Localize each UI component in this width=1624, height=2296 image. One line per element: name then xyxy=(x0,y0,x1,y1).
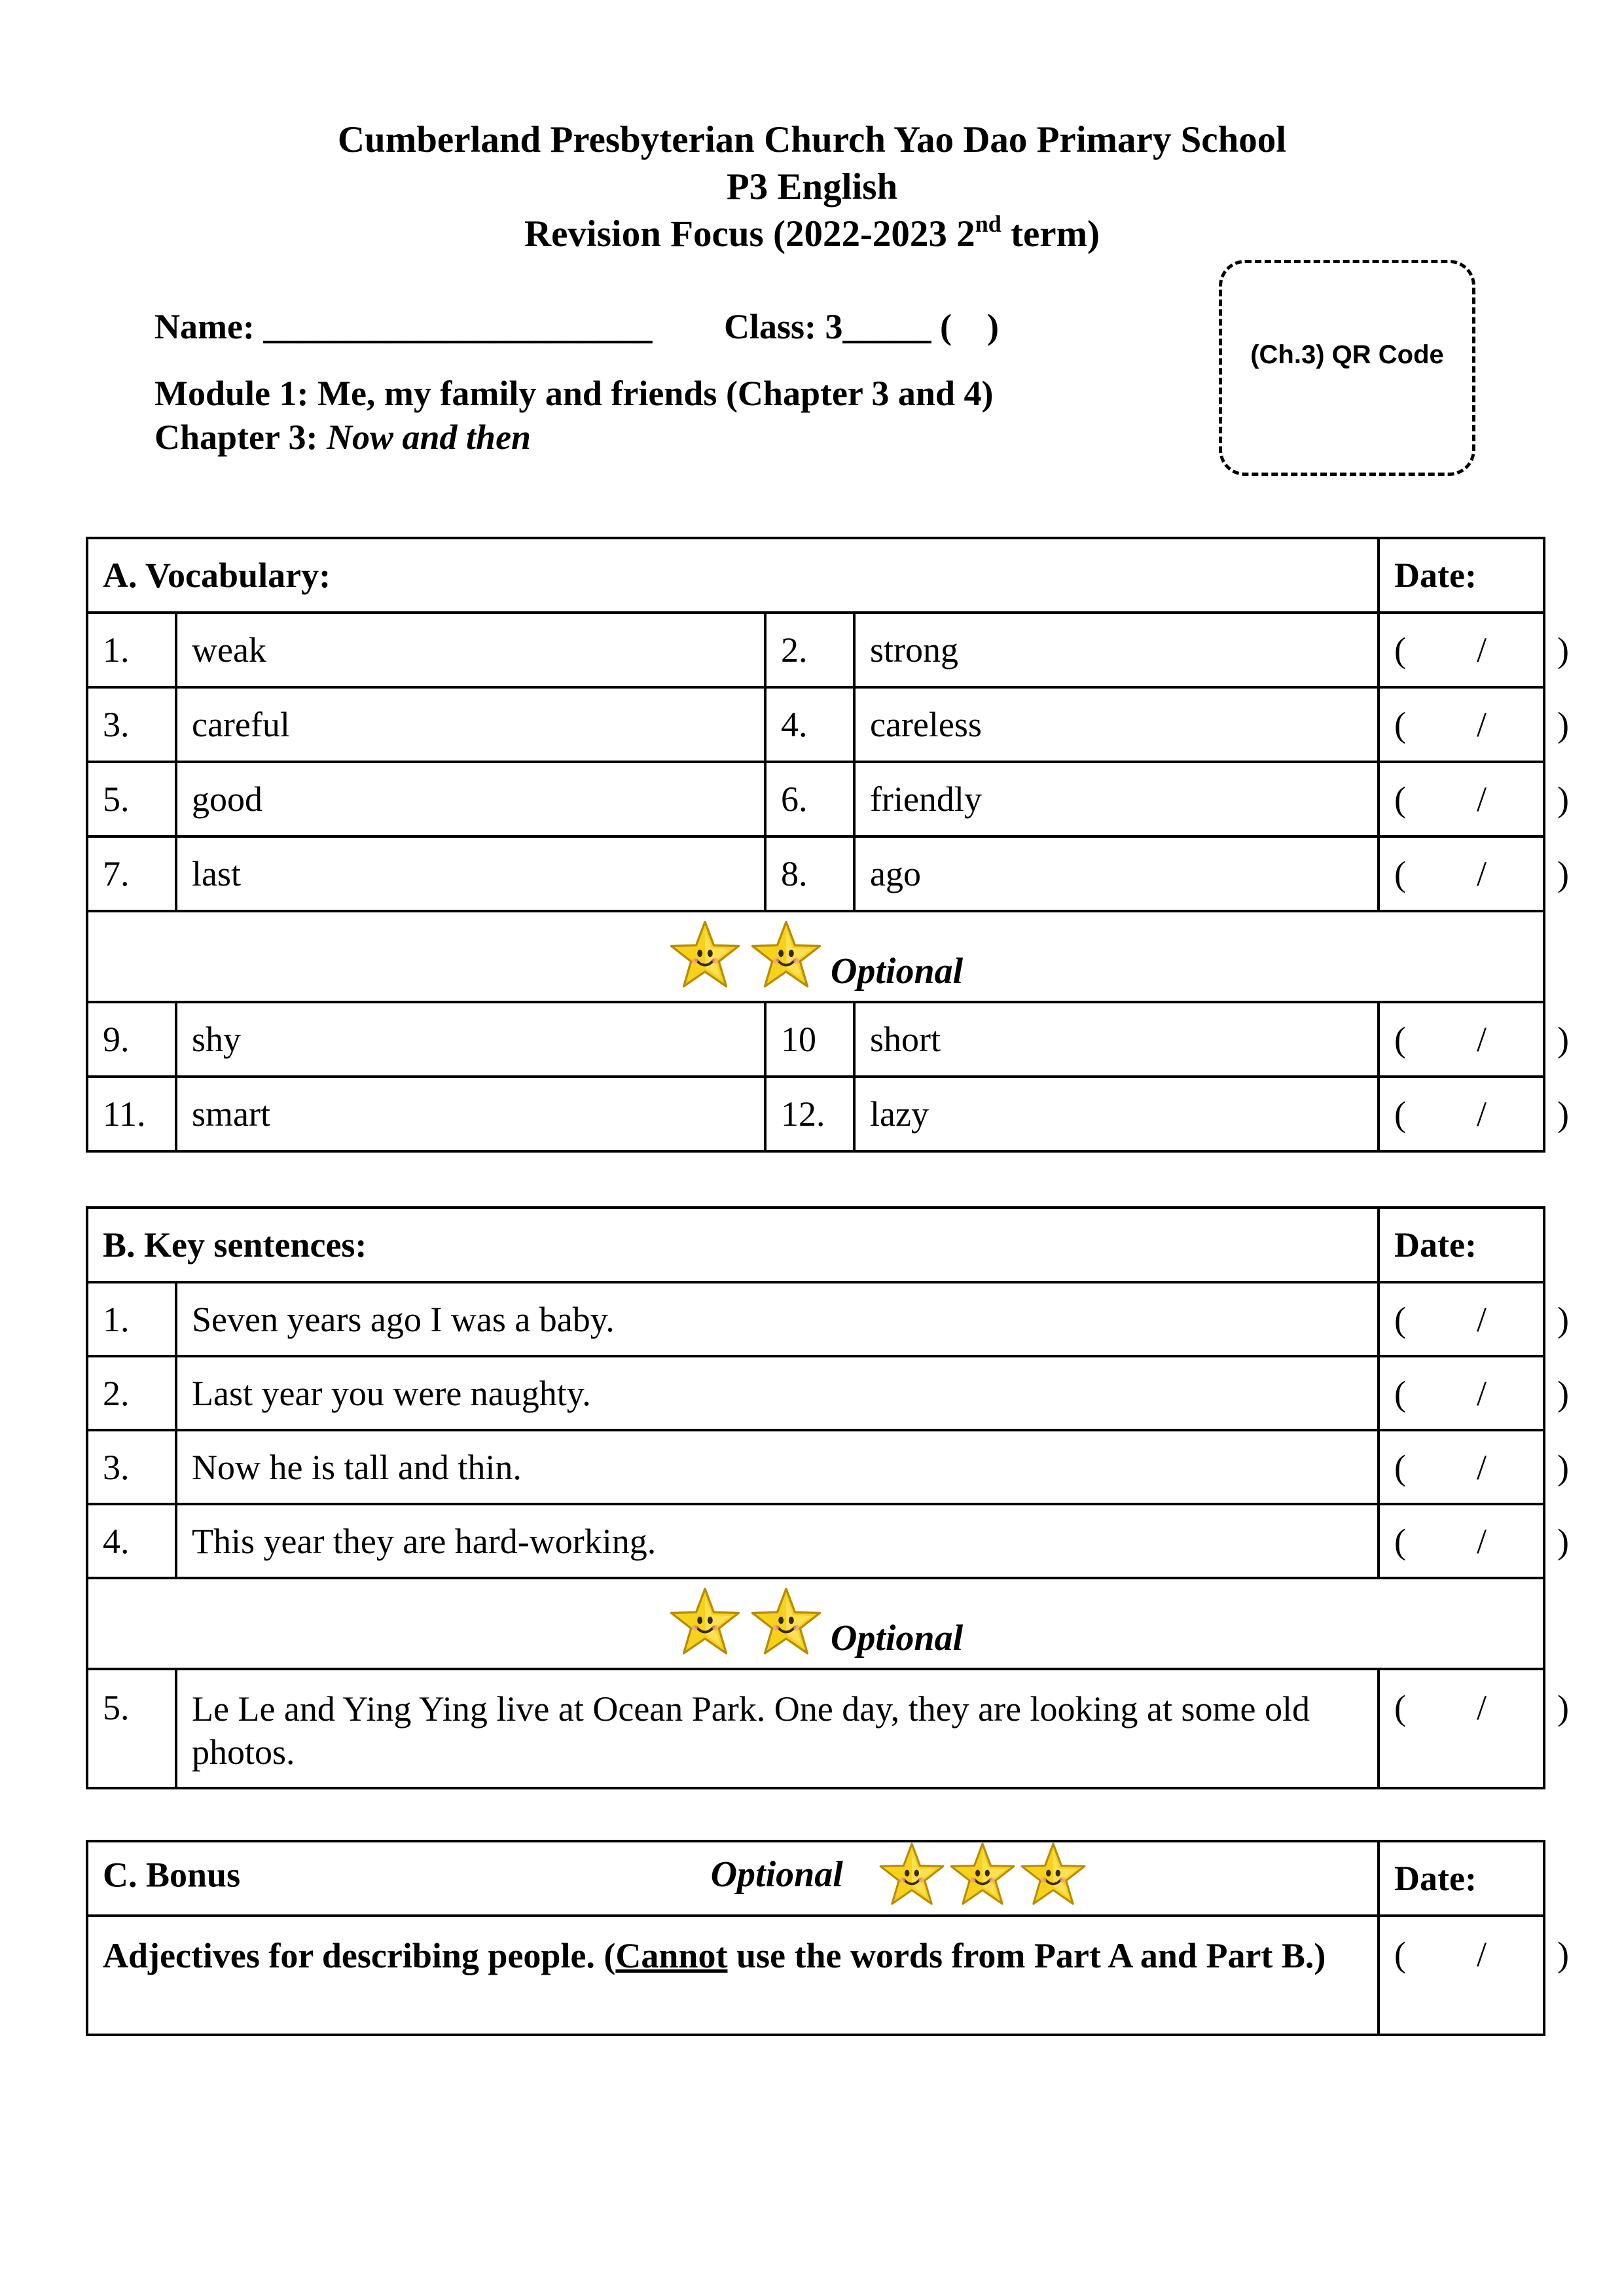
bonus-heading-cell xyxy=(87,1841,1379,1916)
key-sentence: Le Le and Ying Ying live at Ocean Park. One day, they are looking at some old photos. xyxy=(176,1669,1379,1788)
date-blank[interactable]: ( / ) xyxy=(1379,1669,1544,1788)
revision-title-suffix: term) xyxy=(1001,213,1100,255)
key-sentence: This year they are hard-working. xyxy=(176,1504,1379,1578)
revision-title-prefix: Revision Focus (2022-2023 2 xyxy=(524,213,975,255)
optional-banner xyxy=(87,911,1544,1002)
table-row xyxy=(87,613,1544,687)
key-sentence: Seven years ago I was a baby. xyxy=(176,1282,1379,1356)
item-number: 5. xyxy=(87,762,176,836)
table-row xyxy=(87,1504,1544,1578)
chapter-title xyxy=(154,417,531,457)
subject-title: P3 English xyxy=(726,166,898,207)
star-icon xyxy=(878,1841,946,1909)
table-row xyxy=(87,1669,1544,1788)
table-row xyxy=(87,1002,1544,1077)
item-number: 5. xyxy=(87,1669,176,1788)
optional-label: Optional xyxy=(830,951,964,992)
vocab-word: shy xyxy=(176,1002,765,1077)
qr-code-label: (Ch.3) QR Code xyxy=(1250,340,1444,369)
item-number: 2. xyxy=(87,1356,176,1430)
bonus-instruction-emphasis: Cannot xyxy=(615,1936,728,1975)
date-blank[interactable]: ( / ) xyxy=(1379,1002,1544,1077)
star-icon xyxy=(749,919,823,992)
date-blank[interactable]: ( / ) xyxy=(1379,1430,1544,1504)
bonus-heading: C. Bonus xyxy=(103,1855,241,1895)
item-number: 3. xyxy=(87,687,176,762)
vocab-word: smart xyxy=(176,1077,765,1151)
chapter-name: Now and then xyxy=(327,418,532,457)
star-icon xyxy=(948,1841,1017,1909)
school-name: Cumberland Presbyterian Church Yao Dao Primary School xyxy=(337,119,1287,160)
vocab-word: short xyxy=(854,1002,1379,1077)
vocab-word: lazy xyxy=(854,1077,1379,1151)
star-group xyxy=(878,1841,1087,1909)
item-number: 1. xyxy=(87,1282,176,1356)
optional-label: Optional xyxy=(830,1618,964,1659)
name-field[interactable]: Name: ______________________ xyxy=(154,307,653,346)
date-heading: Date: xyxy=(1379,538,1544,613)
module-title: Module 1: Me, my family and friends (Chapter 3 and 4) xyxy=(154,374,994,413)
optional-banner xyxy=(87,1578,1544,1669)
item-number: 9. xyxy=(87,1002,176,1077)
star-icon xyxy=(749,1586,823,1659)
vocab-word: good xyxy=(176,762,765,836)
date-blank[interactable]: ( / ) xyxy=(1379,1916,1544,2035)
table-row xyxy=(87,836,1544,911)
vocab-word: weak xyxy=(176,613,765,687)
date-blank[interactable]: ( / ) xyxy=(1379,1356,1544,1430)
optional-label: Optional xyxy=(710,1854,843,1895)
table-row xyxy=(87,687,1544,762)
item-number: 11. xyxy=(87,1077,176,1151)
chapter-label: Chapter 3: xyxy=(154,418,327,457)
table-row xyxy=(87,762,1544,836)
item-number: 12. xyxy=(765,1077,854,1151)
vocabulary-table xyxy=(86,537,1570,1153)
vocab-word: last xyxy=(176,836,765,911)
item-number: 10 xyxy=(765,1002,854,1077)
key-sentence: Now he is tall and thin. xyxy=(176,1430,1379,1504)
item-number: 2. xyxy=(765,613,854,687)
date-blank[interactable]: ( / ) xyxy=(1379,613,1544,687)
key-sentences-heading: B. Key sentences: xyxy=(87,1208,1379,1282)
vocab-word: friendly xyxy=(854,762,1379,836)
vocab-word: strong xyxy=(854,613,1379,687)
date-heading: Date: xyxy=(1379,1208,1544,1282)
date-blank[interactable]: ( / ) xyxy=(1379,762,1544,836)
item-number: 6. xyxy=(765,762,854,836)
item-number: 3. xyxy=(87,1430,176,1504)
table-row xyxy=(87,1077,1544,1151)
item-number: 4. xyxy=(87,1504,176,1578)
key-sentences-table xyxy=(86,1206,1569,1789)
vocab-word: careful xyxy=(176,687,765,762)
date-blank[interactable]: ( / ) xyxy=(1379,1504,1544,1578)
table-row xyxy=(87,1282,1544,1356)
item-number: 4. xyxy=(765,687,854,762)
date-blank[interactable]: ( / ) xyxy=(1379,687,1544,762)
vocab-word: ago xyxy=(854,836,1379,911)
bonus-table xyxy=(86,1840,1569,2036)
revision-title-sup: nd xyxy=(975,211,1001,237)
key-sentence: Last year you were naughty. xyxy=(176,1356,1379,1430)
vocab-word: careless xyxy=(854,687,1379,762)
item-number: 7. xyxy=(87,836,176,911)
vocabulary-heading: A. Vocabulary: xyxy=(87,538,1379,613)
revision-title xyxy=(0,211,1624,258)
star-icon xyxy=(668,919,742,992)
table-row xyxy=(87,1356,1544,1430)
bonus-instruction-end: use the words from Part A and Part B.) xyxy=(727,1936,1326,1975)
star-icon xyxy=(668,1586,742,1659)
date-heading: Date: xyxy=(1379,1841,1544,1916)
worksheet-header xyxy=(0,117,1624,258)
qr-code-placeholder xyxy=(1219,260,1475,476)
date-blank[interactable]: ( / ) xyxy=(1379,836,1544,911)
star-icon xyxy=(1019,1841,1087,1909)
table-row xyxy=(87,1430,1544,1504)
date-blank[interactable]: ( / ) xyxy=(1379,1282,1544,1356)
bonus-instruction-start: Adjectives for describing people. ( xyxy=(103,1936,616,1975)
bonus-instruction xyxy=(87,1916,1379,2035)
class-field[interactable]: Class: 3_____ ( ) xyxy=(724,307,999,346)
item-number: 1. xyxy=(87,613,176,687)
item-number: 8. xyxy=(765,836,854,911)
date-blank[interactable]: ( / ) xyxy=(1379,1077,1544,1151)
